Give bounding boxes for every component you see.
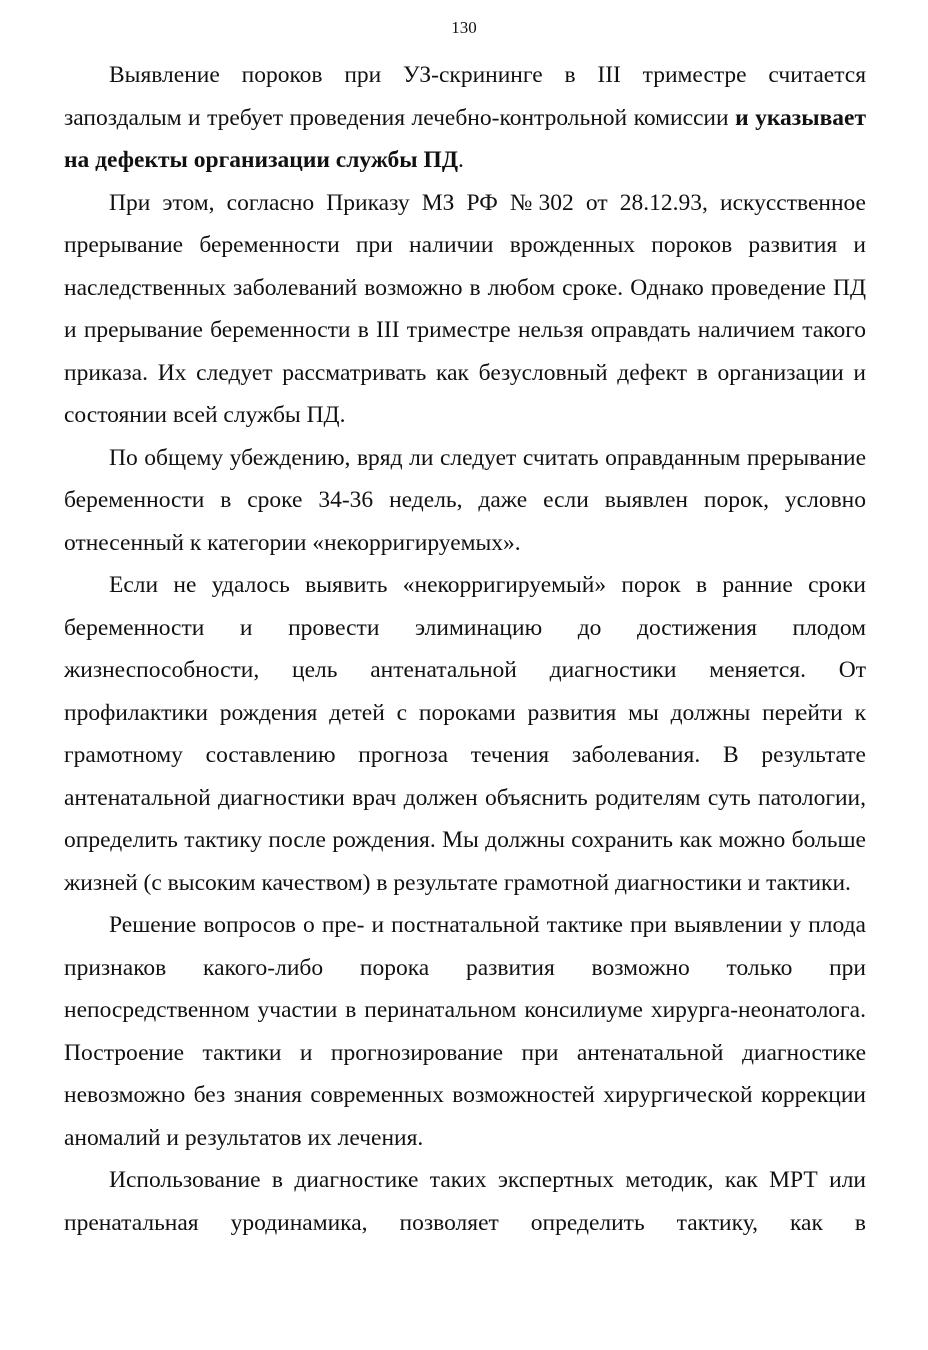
paragraph-4: Если не удалось выявить «некорригируемый» порок в ранние сроки беременности и провести элиминацию до достижения плодом жизнеспособности, цель антенатальной диагностики меняется. От профилактики рождения детей с пороками развития мы должны перейти к грамотному составлению прогноза течения заболевания. В результате антенатальной диагностики врач должен объяснить родителям суть патологии, определить тактику после рождения. Мы должны сохранить как можно больше жизней (с высоким качеством) в результате грамотной диагностики и тактики.	[64, 572, 866, 896]
paragraph-1-tail: .	[457, 147, 464, 173]
page-number: 130	[451, 18, 477, 37]
paragraph-1-bold-text: и указывает на дефекты организации службы ПД	[64, 104, 866, 173]
paragraph-3: По общему убеждению, вряд ли следует считать оправданным прерывание беременности в сроке 34-36 недель, даже если выявлен порок, условно отнесенный к категории «некорригируемых».	[64, 444, 866, 556]
paragraph-6: Использование в диагностике таких экспертных методик, как МРТ или пренатальная уродинамика, позволяет определить тактику, как в	[64, 1167, 866, 1236]
paragraph-5: Решение вопросов о пре- и постнатальной тактике при выявлении у плода признаков какого-либо порока развития возможно только при непосредственном участии в перинатальном консилиуме хирурга-неонатолога. Построение тактики и прогнозирование при антенатальной диагностике невозможно без знания современных возможностей хирургической коррекции аномалий и результатов их лечения.	[64, 912, 866, 1151]
document-body	[64, 54, 866, 1244]
paragraph-1	[64, 54, 866, 182]
paragraph-1-text: Выявление пороков при УЗ-скрининге в III триместре считается запоздалым и требует проведения лечебно-контрольной комиссии	[64, 62, 866, 131]
paragraph-2: При этом, согласно Приказу МЗ РФ №302 от 28.12.93, искусственное прерывание беременности при наличии врожденных пороков развития и наследственных заболеваний возможно в любом сроке. Однако проведение ПД и прерывание беременности в III триместре нельзя оправдать наличием такого приказа. Их следует рассматривать как безусловный дефект в организации и состоянии всей службы ПД.	[64, 189, 866, 428]
